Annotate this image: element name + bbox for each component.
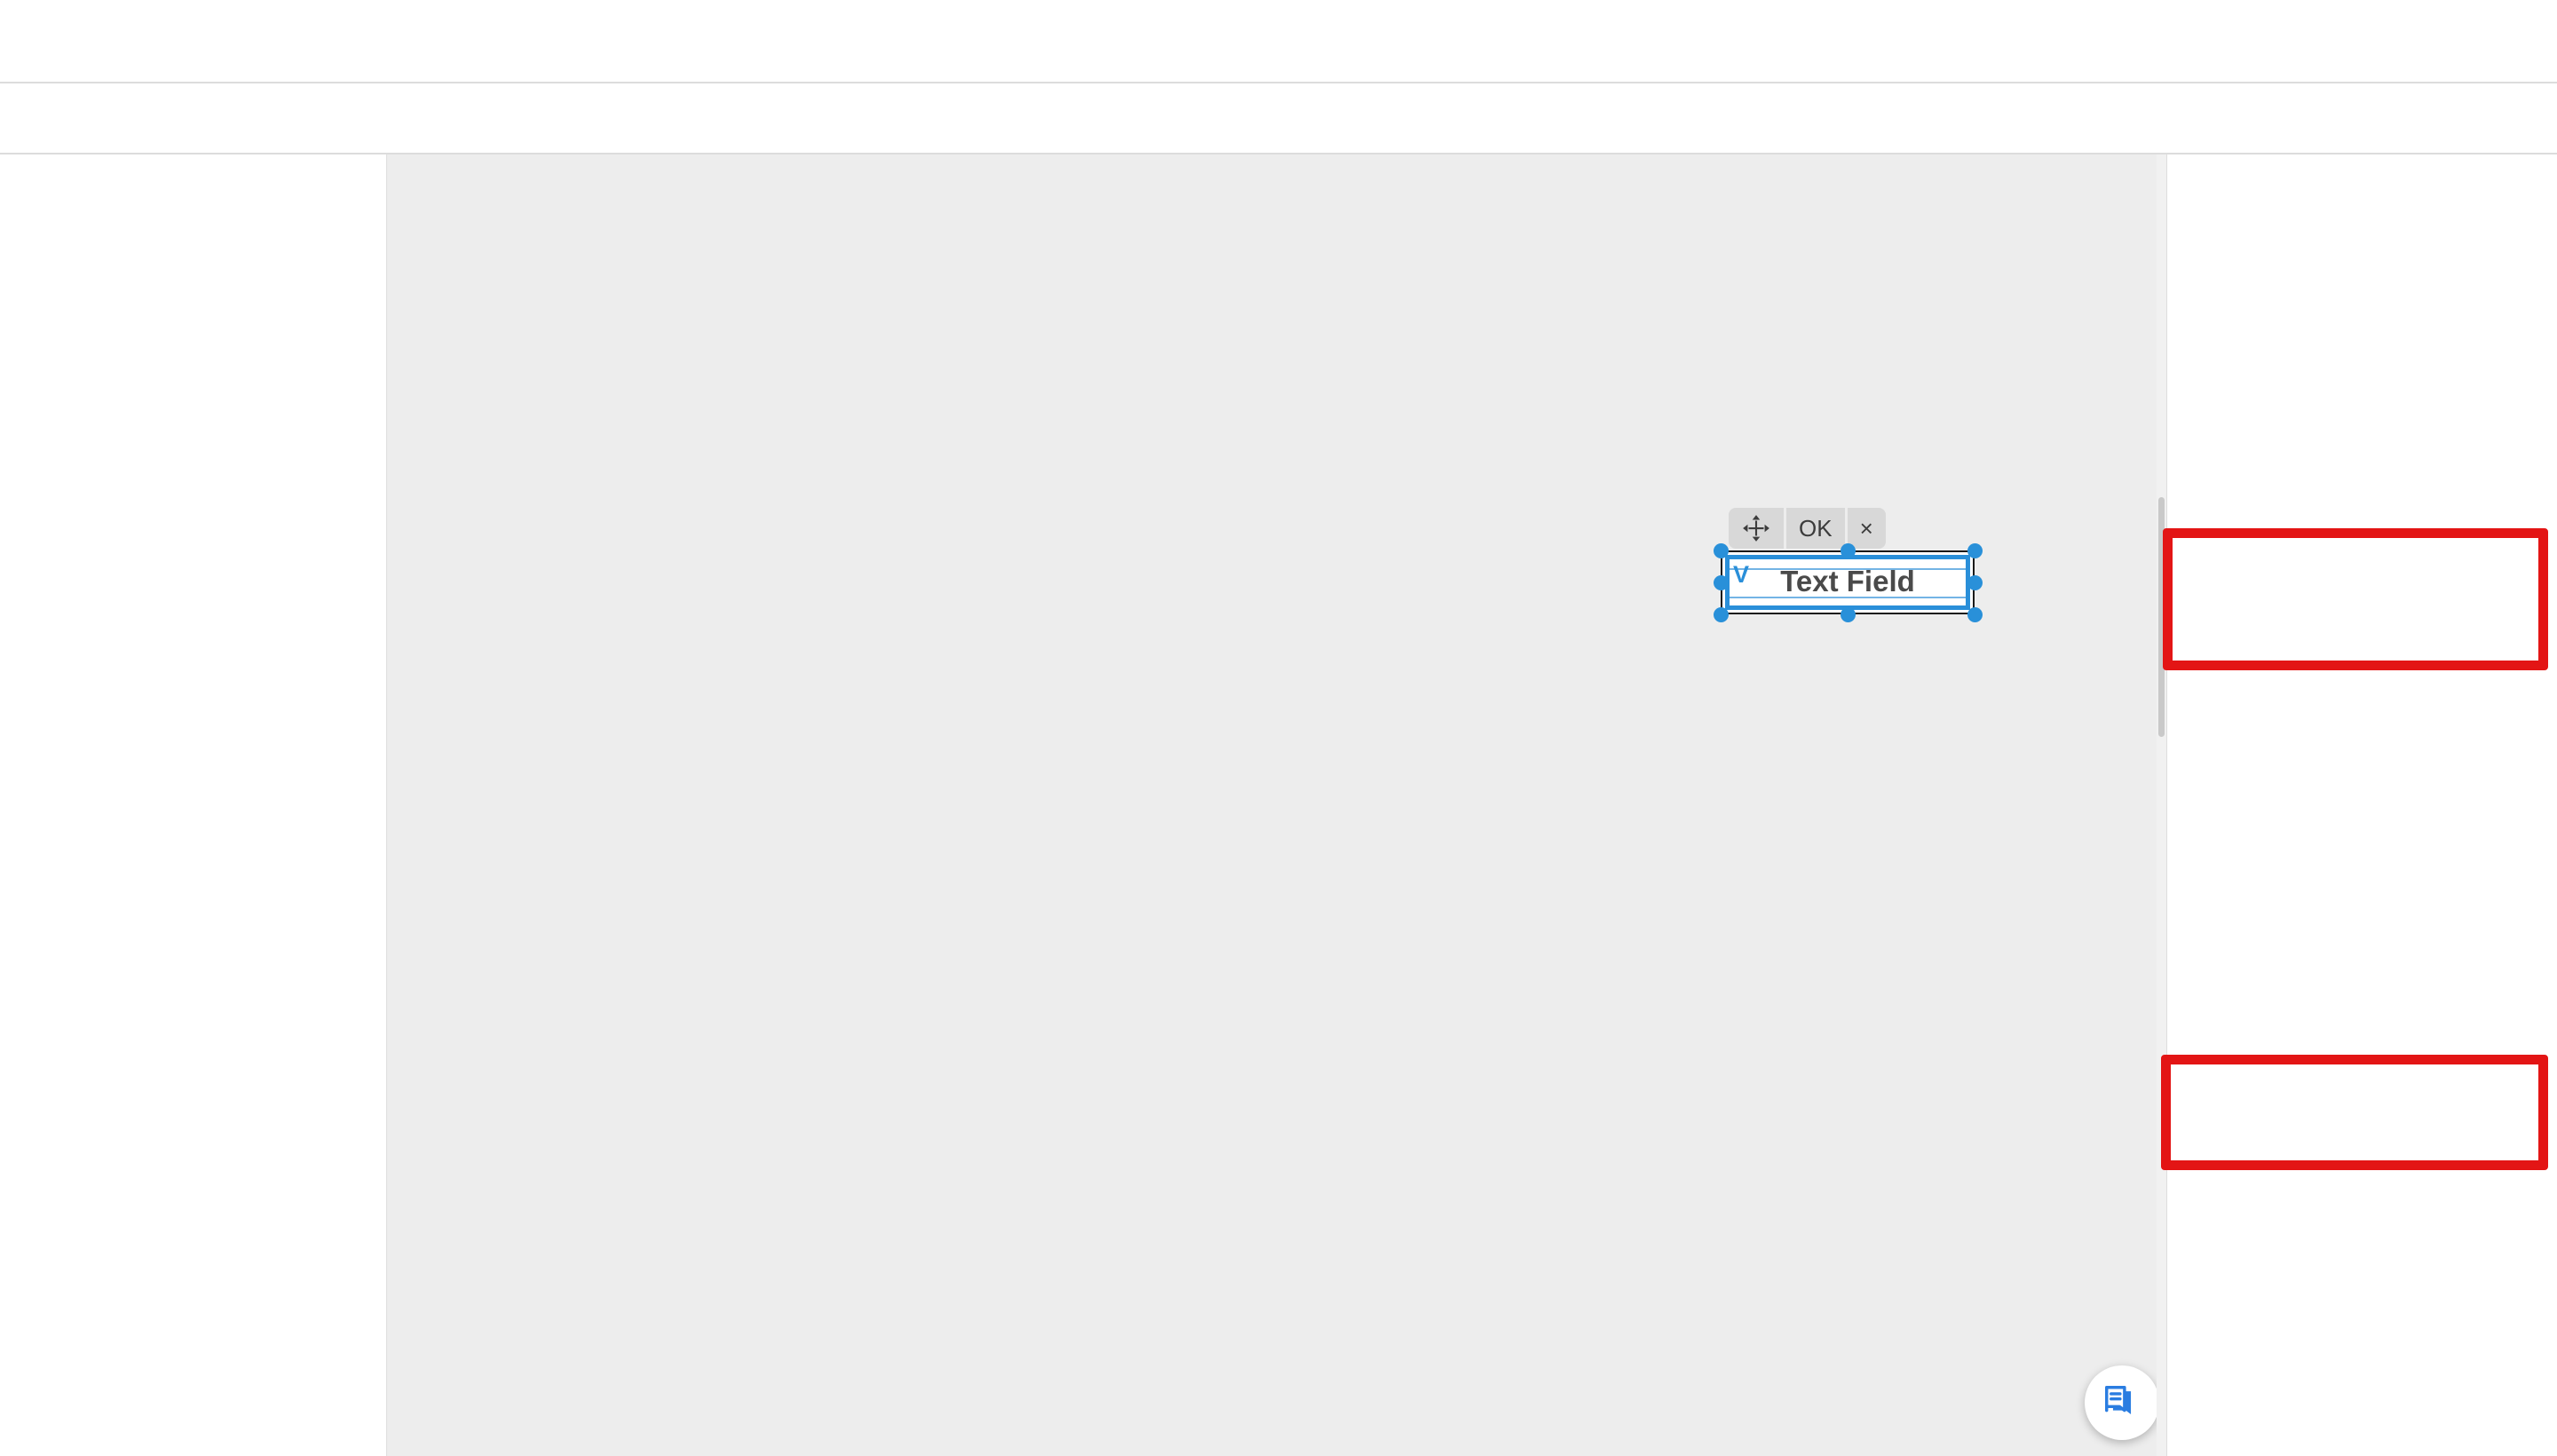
resize-handle[interactable] [1841,543,1856,558]
resize-handle[interactable] [1967,575,1983,590]
document-canvas [386,153,2166,1456]
field-validation-mark: V [1733,561,1750,588]
field-close-icon[interactable]: × [1848,508,1886,549]
field-widget-toolbar [1729,508,1886,549]
selected-text-field[interactable] [1721,550,1975,614]
fields-sidebar [0,153,387,1456]
payment-annotation-box [2161,1055,2548,1170]
move-handle-icon[interactable] [1729,508,1784,549]
resize-handle[interactable] [1714,575,1729,590]
resize-handle[interactable] [1967,543,1983,558]
resize-handle[interactable] [1967,607,1983,622]
resize-handle[interactable] [1714,607,1729,622]
chat-support-button[interactable] [2085,1365,2159,1440]
resize-handle[interactable] [1714,543,1729,558]
validation-annotation-box [2163,528,2548,670]
editor-toolbar [0,82,2557,154]
panel-scrollbar[interactable] [2157,153,2166,1456]
field-widget-label: Text Field [1780,565,1915,597]
field-ok-button[interactable]: OK [1786,508,1845,549]
field-properties-panel [2166,153,2557,1456]
top-bar [0,0,2557,83]
chat-icon [2102,1382,2142,1423]
resize-handle[interactable] [1841,607,1856,622]
